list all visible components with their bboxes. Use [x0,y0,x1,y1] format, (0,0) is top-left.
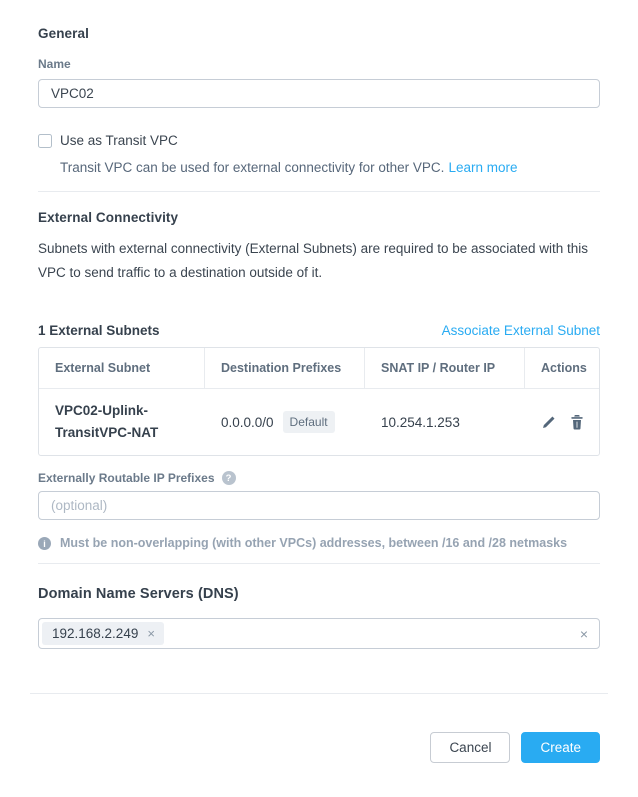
tag-remove-icon[interactable]: × [147,626,155,641]
section-divider [38,191,600,192]
dns-section-title: Domain Name Servers (DNS) [38,586,239,602]
transit-vpc-helper-body: Transit VPC can be used for external connectivity for other VPC. [60,160,445,175]
footer-actions [38,732,600,763]
column-header-external-subnet: External Subnet [39,348,205,388]
dns-server-tag [42,622,164,645]
cell-external-subnet [39,389,205,455]
routable-prefixes-label-row [38,471,600,485]
cell-actions [525,389,599,455]
associate-external-subnet-link[interactable]: Associate External Subnet [441,323,600,338]
pencil-icon[interactable] [541,415,556,430]
routable-prefixes-input[interactable] [38,491,600,520]
table-header-row [39,348,599,388]
column-header-snat-ip: SNAT IP / Router IP [365,348,525,388]
name-label: Name [38,57,71,71]
external-subnet-name: VPC02-Uplink-TransitVPC-NAT [55,403,159,440]
transit-vpc-option [38,133,600,148]
create-button[interactable]: Create [521,732,600,763]
footer-divider [30,693,608,694]
snat-ip-value: 10.254.1.253 [381,414,460,430]
table-row [39,388,599,455]
cell-destination-prefixes [205,389,365,455]
external-connectivity-section-title: External Connectivity [38,210,179,225]
info-circle-icon: i [38,537,51,550]
cell-snat-ip [365,389,525,455]
vpc-name-input[interactable] [38,79,600,108]
external-subnets-count: 1 External Subnets [38,323,160,338]
transit-vpc-helper-text [60,160,600,175]
routable-prefixes-label: Externally Routable IP Prefixes [38,471,215,485]
default-badge: Default [283,411,335,433]
trash-icon[interactable] [570,414,584,430]
transit-vpc-checkbox[interactable] [38,134,52,148]
cancel-button[interactable]: Cancel [430,732,510,763]
routable-prefixes-note: Must be non-overlapping (with other VPCs) addresses, between /16 and /28 netmasks [60,536,568,550]
column-header-destination-prefixes: Destination Prefixes [205,348,365,388]
general-section-title: General [38,26,89,41]
destination-prefix-value: 0.0.0.0/0 [221,414,274,430]
dns-servers-input[interactable] [38,618,600,649]
external-connectivity-description: Subnets with external connectivity (External Subnets) are required to be associated with this VPC to send traffic to a destination outside of it. [38,241,589,280]
dns-server-tag-value: 192.168.2.249 [52,626,139,641]
transit-vpc-checkbox-label[interactable]: Use as Transit VPC [60,133,178,148]
column-header-actions: Actions [541,361,587,375]
learn-more-link[interactable]: Learn more [448,160,518,175]
routable-prefixes-note-row [38,536,600,550]
external-subnets-table [38,347,600,456]
question-circle-icon[interactable]: ? [222,471,236,485]
clear-input-icon[interactable]: × [579,625,588,642]
external-subnets-header [38,323,600,338]
section-divider [38,563,600,564]
